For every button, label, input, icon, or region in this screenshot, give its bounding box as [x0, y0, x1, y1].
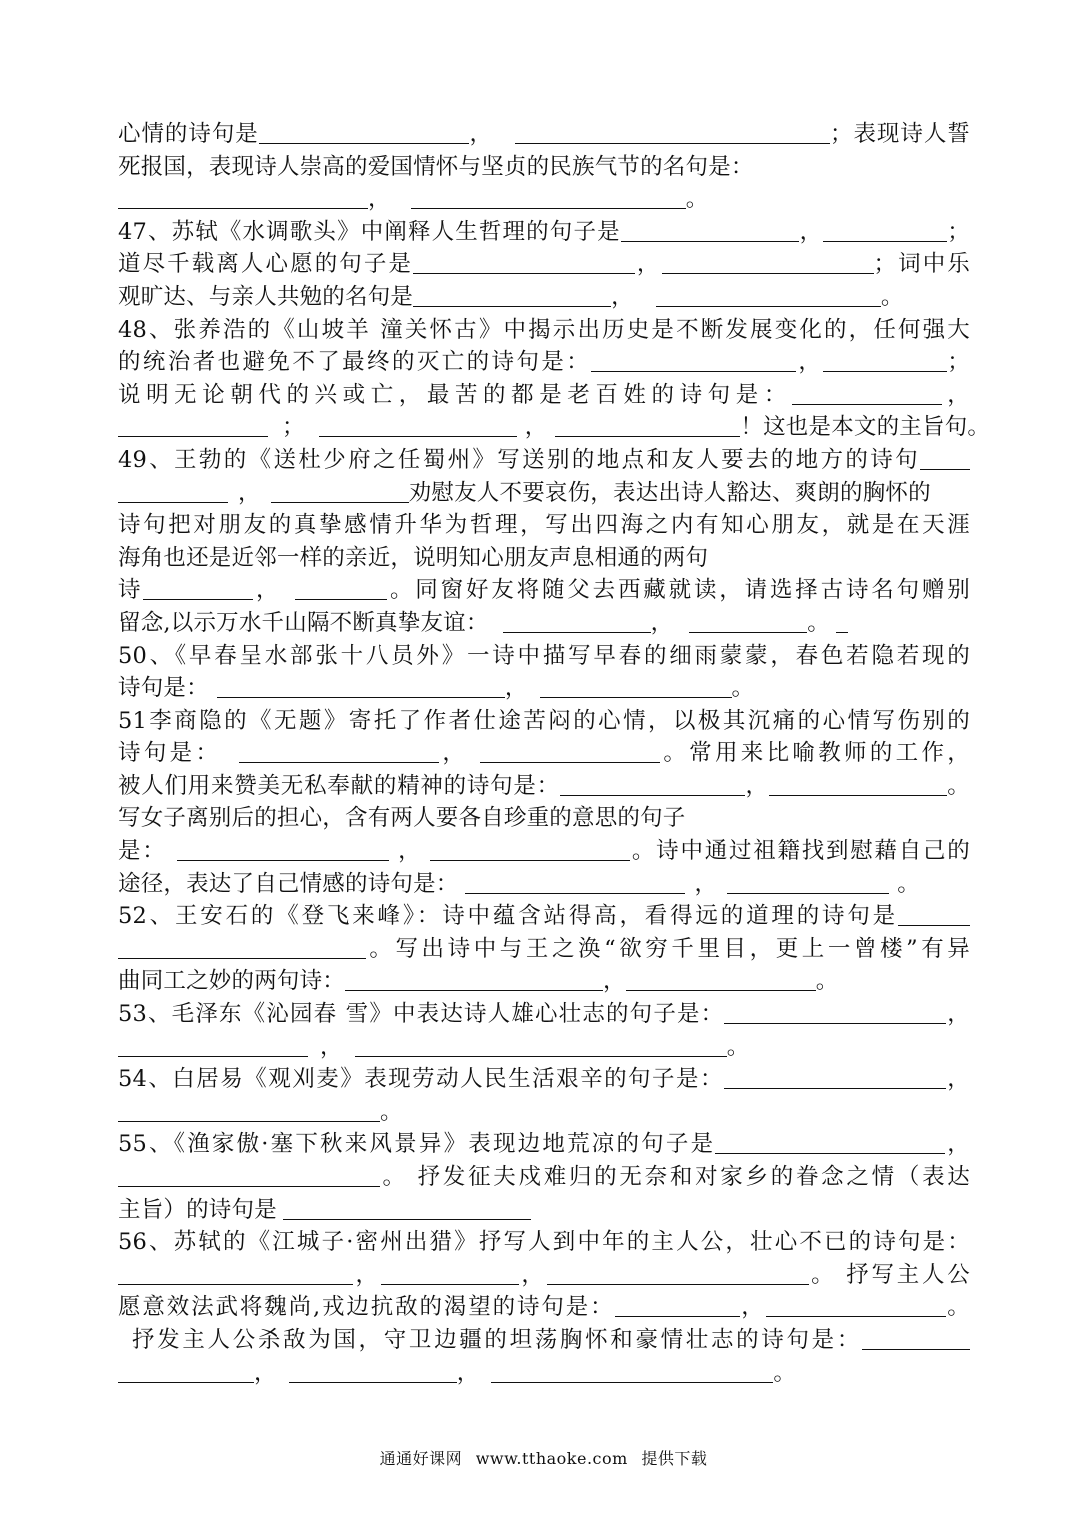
answer-blank[interactable] [118, 414, 268, 437]
answer-blank[interactable] [259, 121, 469, 144]
footer-site: 通通好课网 [379, 1449, 463, 1468]
answer-blank[interactable] [271, 480, 409, 503]
text-line: 50、《早春呈水部张十八员外》一诗中描写早春的细雨蒙蒙，春色若隐若现的 [118, 642, 970, 669]
answer-blank[interactable] [715, 1131, 945, 1154]
text-line: ， 劝慰友人不要哀伤，表达出诗人豁达、爽朗的胸怀的 [118, 477, 970, 510]
answer-blank[interactable] [118, 186, 368, 209]
text-line: 诗句是： ， 。 [118, 675, 755, 702]
answer-blank[interactable] [724, 1066, 946, 1089]
answer-blank[interactable] [283, 1197, 531, 1220]
answer-blank[interactable] [413, 284, 611, 307]
answer-blank[interactable] [656, 284, 881, 307]
text-line: 留念,以示万水千山隔不断真挚友谊： ， 。 [118, 607, 970, 640]
worksheet-body [118, 118, 991, 1389]
answer-blank[interactable] [239, 740, 439, 763]
answer-blank[interactable] [766, 1294, 946, 1317]
answer-blank[interactable] [217, 675, 505, 698]
footer [0, 1446, 1087, 1469]
text-line: 诗 ， 。同窗好友将随父去西藏就读，请选择古诗名句赠别 [118, 577, 970, 604]
answer-blank[interactable] [862, 1327, 970, 1350]
text-line: 死报国，表现诗人崇高的爱国情怀与坚贞的民族气节的名句是： [118, 153, 754, 180]
text-line: 抒发主人公杀敌为国，守卫边疆的坦荡胸怀和豪情壮志的诗句是： [118, 1324, 970, 1357]
answer-blank[interactable] [118, 1262, 353, 1285]
answer-blank[interactable] [177, 838, 389, 861]
answer-blank[interactable] [118, 1360, 254, 1383]
answer-blank[interactable] [319, 414, 517, 437]
answer-blank[interactable] [480, 740, 660, 763]
answer-blank[interactable] [491, 1360, 773, 1383]
text-line: 诗句把对朋友的真挚感情升华为哲理，写出四海之内有知心朋友，就是在天涯 [118, 512, 970, 539]
text-line: 47、苏轼《水调歌头》中阐释人生哲理的句子是 ， ； [118, 218, 970, 245]
text-line: 诗句是： ， 。常用来比喻教师的工作， [118, 740, 970, 767]
answer-blank[interactable] [118, 936, 366, 959]
text-line: 被人们用来赞美无私奉献的精神的诗句是： ， 。 [118, 772, 971, 799]
text-line: 48、张养浩的《山坡羊 潼关怀古》中揭示出历史是不断发展变化的，任何强大 [118, 316, 970, 343]
text-line: 说明无论朝代的兴或亡，最苦的都是老百姓的诗句是： ， [118, 381, 970, 408]
text-line: 。 抒发征夫戍难归的无奈和对家乡的眷念之情（表达 [118, 1161, 970, 1194]
text-line: 56、苏轼的《江城子·密州出猎》抒写人到中年的主人公，壮心不已的诗句是： [118, 1229, 970, 1256]
footer-note: 提供下载 [641, 1449, 708, 1468]
answer-blank[interactable] [515, 121, 830, 144]
answer-blank[interactable] [555, 414, 740, 437]
answer-blank[interactable] [615, 1294, 740, 1317]
answer-blank[interactable] [413, 251, 635, 274]
text-line: 53、毛泽东《沁园春 雪》中表达诗人雄心壮志的句子是： ， [118, 1001, 970, 1028]
answer-blank[interactable] [465, 871, 685, 894]
answer-blank[interactable] [769, 773, 947, 796]
answer-blank[interactable] [143, 577, 253, 600]
text-line: 55、《渔家傲·塞下秋来风景异》表现边地荒凉的句子是 ， [118, 1131, 970, 1158]
text-line: ， ， 。 抒写主人公 [118, 1259, 970, 1292]
answer-blank[interactable] [823, 349, 947, 372]
answer-blank[interactable] [355, 1034, 727, 1057]
text-line: 51李商隐的《无题》寄托了作者仕途苦闷的心情，以极其沉痛的心情写伤别的 [118, 707, 970, 734]
answer-blank[interactable] [591, 349, 796, 372]
footer-url[interactable]: www.tthaoke.com [475, 1449, 628, 1468]
answer-blank[interactable] [724, 1001, 946, 1024]
text-line: 是： ， 。诗中通过祖籍找到慰藉自己的 [118, 838, 970, 865]
text-line: 52、王安石的《登飞来峰》：诗中蕴含站得高，看得远的道理的诗句是 [118, 900, 970, 933]
answer-blank[interactable] [547, 1262, 809, 1285]
answer-blank[interactable] [621, 219, 799, 242]
answer-blank[interactable] [118, 1164, 380, 1187]
answer-blank[interactable] [345, 968, 603, 991]
answer-blank[interactable] [118, 480, 228, 503]
text-line: 观旷达、与亲人共勉的名句是 ， 。 [118, 283, 904, 310]
text-line: 写女子离别后的担心，含有两人要各自珍重的意思的句子 [118, 805, 686, 832]
answer-blank[interactable] [823, 219, 947, 242]
text-line: 心情的诗句是 ， ；表现诗人誓 [118, 121, 971, 147]
text-line: 54、白居易《观刈麦》表现劳动人民生活艰辛的句子是： ， [118, 1066, 970, 1093]
text-line: 主旨）的诗句是 [118, 1194, 970, 1227]
answer-blank[interactable] [540, 675, 732, 698]
answer-blank[interactable] [689, 610, 807, 633]
answer-blank[interactable] [727, 871, 889, 894]
text-line: 途径，表达了自己情感的诗句是： ， 。 [118, 870, 920, 897]
answer-blank[interactable] [560, 773, 745, 796]
answer-blank[interactable] [289, 1360, 457, 1383]
text-line: 的统治者也避免不了最终的灭亡的诗句是： ， ； [118, 349, 970, 376]
answer-blank[interactable] [836, 610, 848, 633]
text-line: ， 。 [118, 1031, 970, 1064]
answer-blank[interactable] [118, 1034, 308, 1057]
text-line: 愿意效法武将魏尚,戎边抗敌的渴望的诗句是： ， 。 [118, 1294, 971, 1321]
text-line: ， ， 。 [118, 1357, 970, 1390]
answer-blank[interactable] [295, 577, 387, 600]
answer-blank[interactable] [118, 1099, 380, 1122]
text-line: 海角也还是近邻一样的亲近，说明知心朋友声息相通的两句 [118, 544, 709, 571]
text-line: 。 [118, 1096, 970, 1129]
answer-blank[interactable] [792, 382, 942, 405]
text-line: 道尽千载离人心愿的句子是 ， ；词中乐 [118, 251, 970, 278]
answer-blank[interactable] [503, 610, 651, 633]
text-line: ； ， ！这也是本文的主旨句。 [118, 411, 970, 444]
answer-blank[interactable] [430, 838, 630, 861]
text-line: ， 。 [118, 183, 970, 216]
text-line: 。写出诗中与王之涣“欲穷千里目，更上一曾楼”有异 [118, 933, 970, 966]
answer-blank[interactable] [898, 903, 970, 926]
answer-blank[interactable] [626, 968, 816, 991]
answer-blank[interactable] [920, 447, 970, 470]
answer-blank[interactable] [411, 186, 686, 209]
answer-blank[interactable] [662, 251, 874, 274]
answer-blank[interactable] [381, 1262, 519, 1285]
text-line: 曲同工之妙的两句诗： ， 。 [118, 968, 839, 995]
text-line: 49、王勃的《送杜少府之任蜀州》写送别的地点和友人要去的地方的诗句 [118, 444, 970, 477]
